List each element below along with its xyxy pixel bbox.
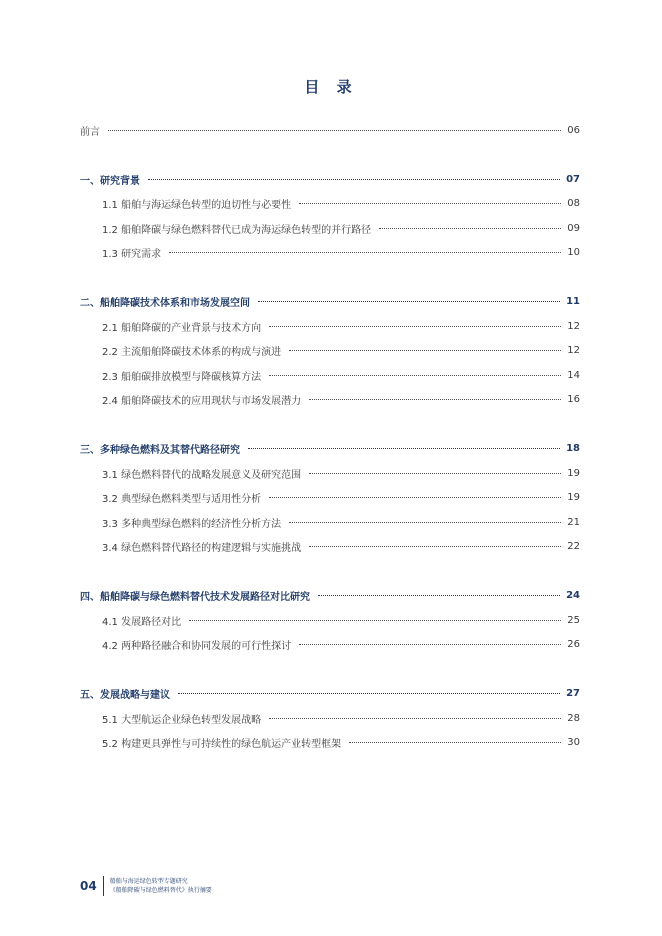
toc-entry-page: 27 — [566, 688, 580, 700]
toc-section-entry[interactable] — [80, 192, 580, 217]
toc-entry-label: 三、多种绿色燃料及其替代路径研究 — [80, 445, 240, 457]
toc-entry-label: 3.3 多种典型绿色燃料的经济性分析方法 — [102, 518, 282, 530]
toc-section-entry[interactable] — [80, 706, 580, 731]
toc-entry-label: 2.1 船舶降碳的产业背景与技术方向 — [102, 322, 262, 334]
toc-entry-page: 30 — [567, 737, 580, 749]
toc-entry-label: 1.3 研究需求 — [102, 249, 162, 261]
toc-entry-page: 26 — [567, 639, 580, 651]
toc-entry-label: 二、船舶降碳技术体系和市场发展空间 — [80, 298, 250, 310]
toc-entry-page: 14 — [567, 369, 580, 381]
toc-section-entry[interactable] — [80, 731, 580, 756]
toc-entry-page: 06 — [567, 124, 580, 136]
dot-leader — [189, 620, 561, 621]
toc-entry-label: 2.4 船舶降碳技术的应用现状与市场发展潜力 — [102, 396, 302, 408]
dot-leader — [269, 375, 561, 376]
footer-line-2: 《船舶降碳与绿色燃料替代》执行摘要 — [109, 887, 212, 894]
toc-entry-page: 08 — [567, 198, 580, 210]
dot-leader — [169, 252, 561, 253]
toc-entry-label: 5.1 大型航运企业绿色转型发展战略 — [102, 714, 262, 726]
toc-entry-page: 07 — [566, 173, 580, 185]
dot-leader — [269, 326, 561, 327]
toc-entry-page: 19 — [567, 492, 580, 504]
footer-page-number: 04 — [80, 879, 97, 893]
toc-preface-entry[interactable] — [80, 118, 580, 143]
toc-section-entry[interactable] — [80, 608, 580, 633]
toc-entry-page: 21 — [567, 516, 580, 528]
toc-entry-page: 28 — [567, 712, 580, 724]
toc-section-entry[interactable] — [80, 241, 580, 266]
toc-entry-page: 09 — [567, 222, 580, 234]
toc-section-entry[interactable] — [80, 363, 580, 388]
toc-entry-page: 12 — [567, 345, 580, 357]
toc-entry-page: 19 — [567, 467, 580, 479]
dot-leader — [299, 644, 561, 645]
section-gap — [80, 265, 580, 290]
toc-section-entry[interactable] — [80, 486, 580, 511]
dot-leader — [349, 742, 561, 743]
toc-entry-label: 1.2 船舶降碳与绿色燃料替代已成为海运绿色转型的并行路径 — [102, 224, 372, 236]
toc-entry-page: 16 — [567, 394, 580, 406]
toc-entry-label: 2.2 主流船舶降碳技术体系的构成与演进 — [102, 347, 282, 359]
toc-entry-page: 24 — [566, 590, 580, 602]
dot-leader — [258, 301, 560, 302]
toc-section-entry[interactable] — [80, 510, 580, 535]
dot-leader — [299, 203, 561, 204]
toc-entry-label: 5.2 构建更具弹性与可持续性的绿色航运产业转型框架 — [102, 739, 342, 751]
toc-entry-page: 22 — [567, 541, 580, 553]
section-gap — [80, 657, 580, 682]
toc-chapter-entry[interactable] — [80, 290, 580, 315]
toc-section-entry[interactable] — [80, 535, 580, 560]
toc-entry-page: 18 — [566, 443, 580, 455]
toc-chapter-entry[interactable] — [80, 584, 580, 609]
toc-entry-page: 12 — [567, 320, 580, 332]
dot-leader — [178, 693, 560, 694]
footer-line-1: 船舶与海运绿色转型专题研究 — [109, 878, 188, 885]
toc-entry-label: 四、船舶降碳与绿色燃料替代技术发展路径对比研究 — [80, 592, 310, 604]
toc-entry-label: 五、发展战略与建议 — [80, 690, 170, 702]
dot-leader — [148, 179, 560, 180]
page-footer — [80, 876, 212, 896]
toc-entry-label: 前言 — [80, 126, 100, 138]
toc-section-entry[interactable] — [80, 314, 580, 339]
table-of-contents — [80, 118, 580, 755]
footer-divider — [103, 876, 104, 896]
dot-leader — [289, 350, 561, 351]
toc-entry-label: 1.1 船舶与海运绿色转型的迫切性与必要性 — [102, 200, 292, 212]
dot-leader — [379, 228, 561, 229]
dot-leader — [309, 546, 561, 547]
section-gap — [80, 559, 580, 584]
dot-leader — [248, 448, 560, 449]
toc-section-entry[interactable] — [80, 339, 580, 364]
toc-entry-label: 4.2 两种路径融合和协同发展的可行性探讨 — [102, 641, 292, 653]
toc-entry-label: 3.1 绿色燃料替代的战略发展意义及研究范围 — [102, 469, 302, 481]
toc-section-entry[interactable] — [80, 461, 580, 486]
section-gap — [80, 412, 580, 437]
dot-leader — [289, 522, 561, 523]
section-gap — [80, 143, 580, 168]
dot-leader — [318, 595, 560, 596]
toc-entry-label: 一、研究背景 — [80, 175, 140, 187]
toc-chapter-entry[interactable] — [80, 682, 580, 707]
toc-entry-label: 4.1 发展路径对比 — [102, 616, 182, 628]
toc-entry-label: 3.4 绿色燃料替代路径的构建逻辑与实施挑战 — [102, 543, 302, 555]
dot-leader — [309, 473, 561, 474]
dot-leader — [108, 130, 561, 131]
footer-text — [110, 877, 212, 895]
toc-entry-label: 3.2 典型绿色燃料类型与适用性分析 — [102, 494, 262, 506]
toc-section-entry[interactable] — [80, 388, 580, 413]
toc-entry-page: 11 — [566, 296, 580, 308]
page-title: 目 录 — [304, 78, 358, 96]
dot-leader — [269, 497, 561, 498]
toc-section-entry[interactable] — [80, 216, 580, 241]
toc-entry-page: 25 — [567, 614, 580, 626]
toc-entry-label: 2.3 船舶碳排放模型与降碳核算方法 — [102, 371, 262, 383]
toc-entry-page: 10 — [567, 247, 580, 259]
dot-leader — [309, 399, 561, 400]
toc-chapter-entry[interactable] — [80, 437, 580, 462]
toc-section-entry[interactable] — [80, 633, 580, 658]
toc-chapter-entry[interactable] — [80, 167, 580, 192]
dot-leader — [269, 718, 561, 719]
